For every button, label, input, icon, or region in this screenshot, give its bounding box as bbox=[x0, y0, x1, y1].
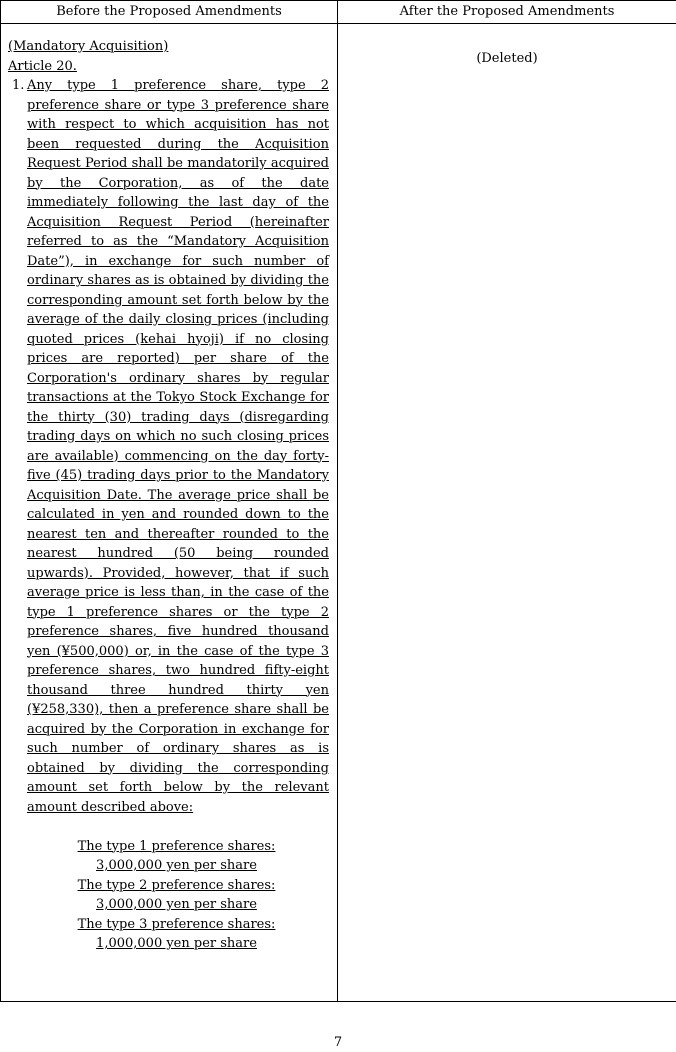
amount-list bbox=[8, 837, 329, 954]
after-cell bbox=[338, 24, 676, 1002]
header-after: After the Proposed Amendments bbox=[338, 1, 676, 24]
amount-label: The type 2 preference shares: bbox=[78, 878, 276, 893]
table-header-row bbox=[1, 1, 676, 24]
article-number: Article 20. bbox=[8, 57, 329, 77]
amount-value: 1,000,000 yen per share bbox=[96, 936, 257, 951]
article-item bbox=[8, 76, 329, 817]
page-number: 7 bbox=[0, 1034, 676, 1052]
item-paragraph: Any type 1 preference share, type 2 preference share or type 3 preference share with respect to which acquisition has not been requested during the Acquisition Request Period shall be mandatorily acquired by the Corporation, as of the date immediately following the last day of the Acquisition Request Period (hereinafter referred to as the “Mandatory Acquisition Date”), in exchange for such number of ordinary shares as is obtained by dividing the corresponding amount set forth below by the average of the daily closing prices (including quoted prices (kehai hyoji) if no closing prices are reported) per share of the Corporation's ordinary shares by regular transactions at the Tokyo Stock Exchange for the thirty (30) trading days (disregarding trading days on which no such closing prices are available) commencing on the day forty-five (45) trading days prior to the Mandatory Acquisition Date. The average price shall be calculated in yen and rounded down to the nearest ten and thereafter rounded to the nearest hundred (50 being rounded upwards). Provided, however, that if such average price is less than, in the case of the type 1 preference shares or the type 2 preference shares, five hundred thousand yen (¥500,000) or, in the case of the type 3 preference shares, two hundred fifty-eight thousand three hundred thirty yen (¥258,330), then a preference share shall be acquired by the Corporation in exchange for such number of ordinary shares as is obtained by dividing the corresponding amount set forth below by the relevant amount described above: bbox=[27, 78, 329, 815]
amount-label: The type 1 preference shares: bbox=[78, 839, 276, 854]
deleted-text: (Deleted) bbox=[476, 51, 537, 66]
item-number: 1. bbox=[12, 76, 27, 96]
amount-value: 3,000,000 yen per share bbox=[96, 858, 257, 873]
article-heading: (Mandatory Acquisition) bbox=[8, 37, 329, 57]
amount-value: 3,000,000 yen per share bbox=[96, 897, 257, 912]
amount-label: The type 3 preference shares: bbox=[78, 917, 276, 932]
table-row bbox=[1, 24, 676, 1002]
before-cell bbox=[1, 24, 338, 1002]
header-before: Before the Proposed Amendments bbox=[1, 1, 338, 24]
